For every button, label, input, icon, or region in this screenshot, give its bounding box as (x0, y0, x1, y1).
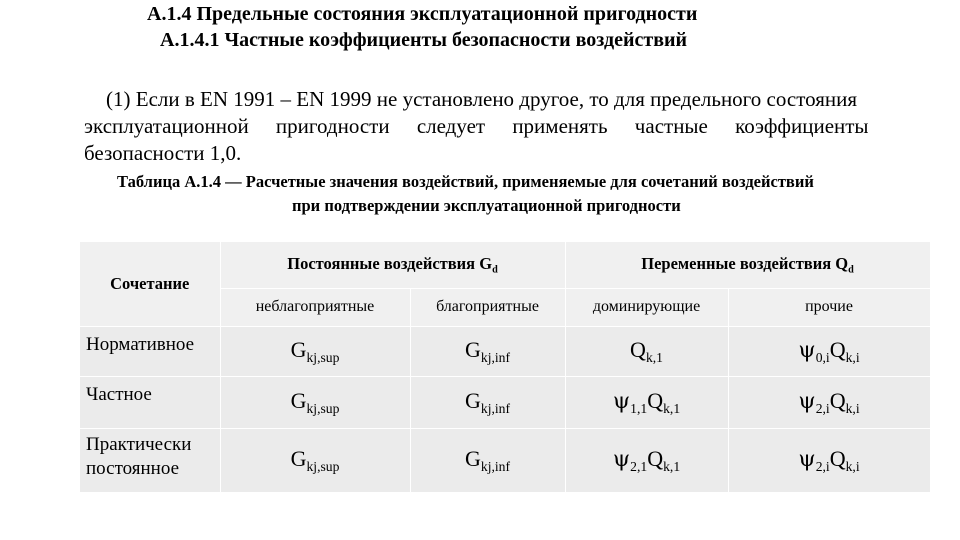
paragraph-line-text: эксплуатационной пригодности следует применять частные коэффициенты (84, 114, 869, 138)
cell-other: $\psi_{2,i}Q_{k,i}$ (728, 376, 930, 428)
cell-g-sup: $G_{kj,sup}$ (220, 326, 410, 376)
paragraph-line: (1) Если в EN 1991 – EN 1999 не установлено другое, то для предельного состояния (106, 87, 857, 111)
table-caption-continued: при подтверждении эксплуатационной пригодности (292, 196, 681, 215)
cell-g-sup: $G_{kj,sup}$ (220, 376, 410, 428)
table-row (80, 326, 930, 376)
subheader-other: прочие (728, 288, 930, 326)
row-label: Нормативное (80, 326, 220, 376)
cell-leading: $\psi_{2,1}Q_{k,1}$ (565, 428, 728, 492)
table-row (80, 428, 930, 492)
cell-other: $\psi_{0,i}Q_{k,i}$ (728, 326, 930, 376)
subheader-leading: доминирующие (565, 288, 728, 326)
cell-g-inf: $G_{kj,inf}$ (410, 326, 565, 376)
cell-g-inf: $G_{kj,inf}$ (410, 376, 565, 428)
subheader-favourable: благоприятные (410, 288, 565, 326)
header-permanent-actions: Постоянные воздействия $G_d$ (220, 242, 565, 288)
paragraph-line (84, 113, 956, 140)
row-label: Частное (80, 376, 220, 428)
cell-leading: $Q_{k,1}$ (565, 326, 728, 376)
body-paragraph (84, 86, 956, 167)
header-combination: Сочетание (80, 242, 220, 326)
subsection-heading: А.1.4.1 Частные коэффициенты безопасности воздействий (160, 29, 688, 51)
load-combination-table (80, 242, 930, 493)
header-variable-actions: Переменные воздействия $Q_d$ (565, 242, 930, 288)
cell-leading: $\psi_{1,1}Q_{k,1}$ (565, 376, 728, 428)
cell-g-inf: $G_{kj,inf}$ (410, 428, 565, 492)
table-row (80, 376, 930, 428)
cell-other: $\psi_{2,i}Q_{k,i}$ (728, 428, 930, 492)
table-caption: Таблица А.1.4 — Расчетные значения воздействий, применяемые для сочетаний воздействий (117, 172, 814, 191)
row-label: Практически постоянное (80, 428, 220, 492)
subheader-unfavourable: неблагоприятные (220, 288, 410, 326)
cell-g-sup: $G_{kj,sup}$ (220, 428, 410, 492)
paragraph-line: безопасности 1,0. (84, 141, 242, 165)
section-heading: А.1.4 Предельные состояния эксплуатационной пригодности (147, 3, 698, 25)
